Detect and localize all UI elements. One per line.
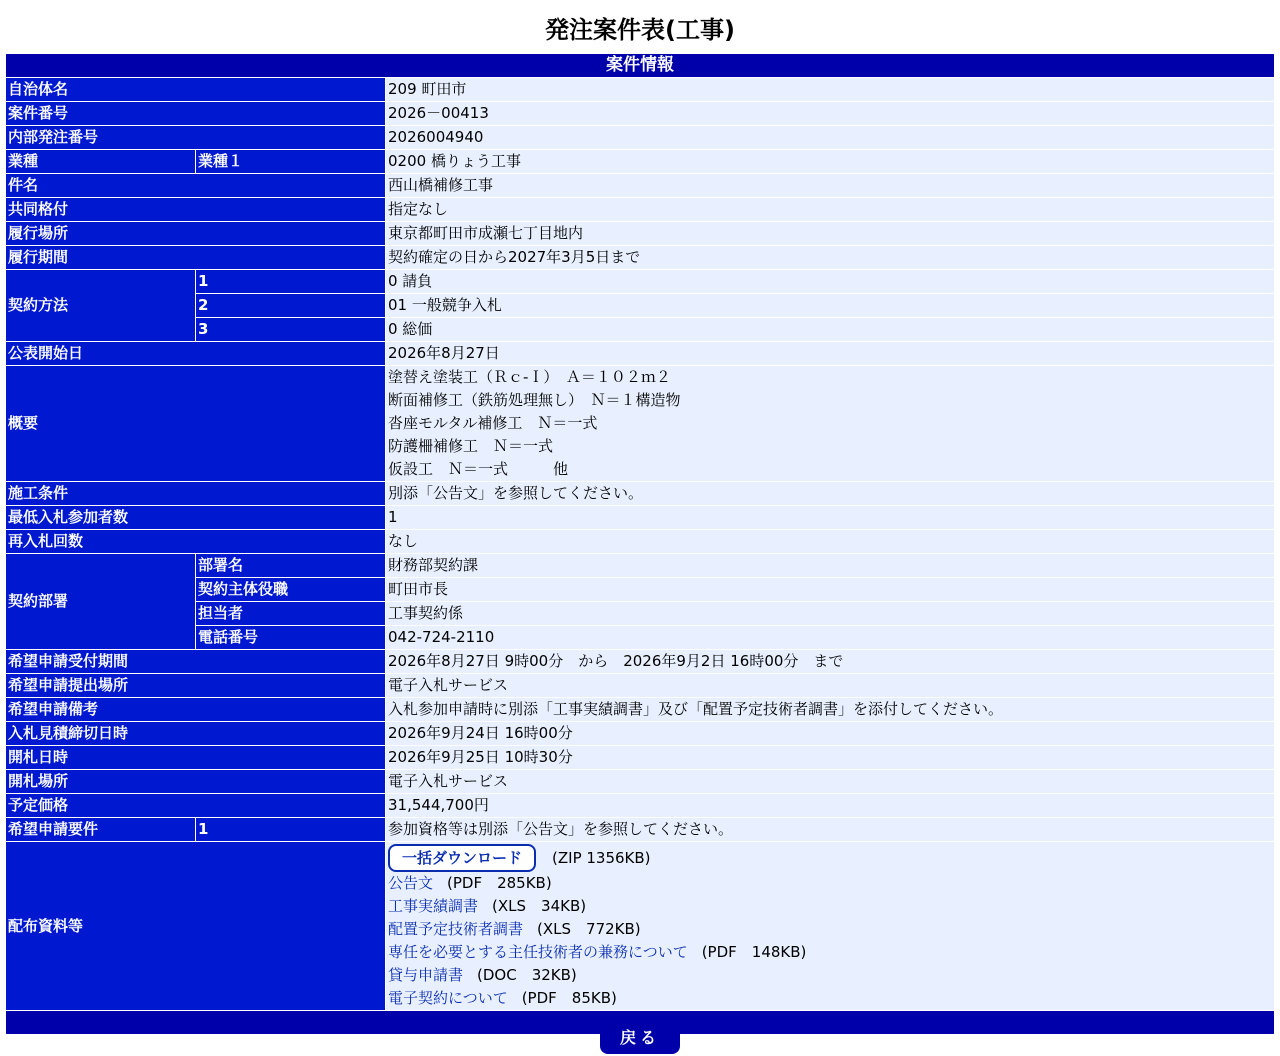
table-row [6,198,1274,221]
table-row [6,818,1274,841]
row-value: 2026年8月27日 [386,342,1274,365]
table-row [6,698,1274,721]
table-row [6,650,1274,673]
row-label: 案件番号 [6,102,386,125]
row-value: 契約確定の日から2027年3月5日まで [386,246,1274,269]
row-value: 財務部契約課 [386,554,1274,577]
row-sublabel: 業種１ [196,150,386,173]
row-label: 件名 [6,174,386,197]
row-value: 工事契約係 [386,602,1274,625]
document-size: (PDF 285KB) [447,874,552,892]
row-label: 配布資料等 [6,842,386,1010]
row-value: 0200 橋りょう工事 [386,150,1274,173]
table-row [6,746,1274,769]
download-all-button[interactable]: 一括ダウンロード [388,844,536,872]
row-sublabel: 部署名 [196,554,386,577]
case-info-table [6,53,1274,1035]
document-link[interactable]: 貸与申請書 [388,966,464,984]
row-sublabel: 担当者 [196,602,386,625]
table-row [6,530,1274,553]
row-sublabel: 1 [196,818,386,841]
row-label: 入札見積締切日時 [6,722,386,745]
document-size: (PDF 148KB) [701,943,807,961]
table-row [6,102,1274,125]
row-value: 西山橋補修工事 [386,174,1274,197]
table-row [6,318,1274,341]
row-value: 別添「公告文」を参照してください。 [386,482,1274,505]
row-value: 参加資格等は別添「公告文」を参照してください。 [386,818,1274,841]
document-size: (XLS 34KB) [492,897,587,915]
document-link[interactable]: 公告文 [388,874,434,892]
row-value: 2026004940 [386,126,1274,149]
row-value: 2026年9月24日 16時00分 [386,722,1274,745]
table-row [6,506,1274,529]
back-button[interactable]: 戻る [600,1024,680,1054]
row-label: 希望申請受付期間 [6,650,386,673]
table-row [6,674,1274,697]
row-value: 01 一般競争入札 [386,294,1274,317]
overview-line: 断面補修工（鉄筋処理無し） Ｎ＝１構造物 [388,391,681,409]
overview-line: 沓座モルタル補修工 Ｎ＝一式 [388,414,598,432]
overview-value [386,366,1274,481]
row-value: 0 総価 [386,318,1274,341]
table-row [6,722,1274,745]
row-value: なし [386,530,1274,553]
row-label: 共同格付 [6,198,386,221]
document-size: (PDF 85KB) [521,989,617,1007]
row-value: 指定なし [386,198,1274,221]
row-value: 042-724-2110 [386,626,1274,649]
row-sublabel: 1 [196,270,386,293]
page-title: 発注案件表(工事) [545,16,735,44]
table-row [6,150,1274,173]
table-row [6,342,1274,365]
row-value: 電子入札サービス [386,770,1274,793]
row-value: 2026－00413 [386,102,1274,125]
row-value: 電子入札サービス [386,674,1274,697]
table-row [6,770,1274,793]
row-label: 契約部署 [6,554,196,649]
table-row [6,366,1274,481]
document-link[interactable]: 工事実績調書 [388,897,479,915]
document-link[interactable]: 専任を必要とする主任技術者の兼務について [388,943,688,961]
document-link[interactable]: 電子契約について [388,989,508,1007]
row-sublabel: 契約主体役職 [196,578,386,601]
overview-line: 仮設工 Ｎ＝一式 他 [388,460,569,478]
row-label: 履行場所 [6,222,386,245]
overview-line: 塗替え塗装工（Ｒｃ-Ｉ） Ａ＝１０２ｍ２ [388,368,671,386]
table-row [6,578,1274,601]
document-size: (DOC 32KB) [477,966,577,984]
row-label: 内部発注番号 [6,126,386,149]
row-label: 最低入札参加者数 [6,506,386,529]
row-value: 2026年9月25日 10時30分 [386,746,1274,769]
row-label: 再入札回数 [6,530,386,553]
table-row [6,842,1274,1010]
row-label: 契約方法 [6,270,196,341]
table-row [6,554,1274,577]
row-value: 町田市長 [386,578,1274,601]
document-link[interactable]: 配置予定技術者調書 [388,920,524,938]
row-label: 希望申請備考 [6,698,386,721]
overview-line: 防護柵補修工 Ｎ＝一式 [388,437,554,455]
row-label: 公表開始日 [6,342,386,365]
row-value: 31,544,700円 [386,794,1274,817]
table-row [6,602,1274,625]
row-sublabel: 電話番号 [196,626,386,649]
row-sublabel: 3 [196,318,386,341]
row-label: 業種 [6,150,196,173]
table-row [6,174,1274,197]
row-label: 施工条件 [6,482,386,505]
row-value: 209 町田市 [386,78,1274,101]
row-label: 概要 [6,366,386,481]
row-value: 1 [386,506,1274,529]
documents-value [386,842,1274,1010]
document-size: (XLS 772KB) [537,920,641,938]
table-row [6,246,1274,269]
section-header: 案件情報 [6,54,1274,77]
row-label: 履行期間 [6,246,386,269]
row-value: 2026年8月27日 9時00分 から 2026年9月2日 16時00分 まで [386,650,1274,673]
row-value: 0 請負 [386,270,1274,293]
download-all-size: (ZIP 1356KB) [552,849,651,867]
table-row [6,222,1274,245]
table-row [6,270,1274,293]
row-label: 希望申請要件 [6,818,196,841]
row-sublabel: 2 [196,294,386,317]
row-label: 自治体名 [6,78,386,101]
row-label: 開札場所 [6,770,386,793]
table-row [6,482,1274,505]
row-label: 開札日時 [6,746,386,769]
row-value: 東京都町田市成瀬七丁目地内 [386,222,1274,245]
table-row [6,294,1274,317]
row-label: 希望申請提出場所 [6,674,386,697]
table-row [6,78,1274,101]
table-row [6,626,1274,649]
table-row [6,794,1274,817]
row-label: 予定価格 [6,794,386,817]
table-row [6,126,1274,149]
row-value: 入札参加申請時に別添「工事実績調書」及び「配置予定技術者調書」を添付してください。 [386,698,1274,721]
